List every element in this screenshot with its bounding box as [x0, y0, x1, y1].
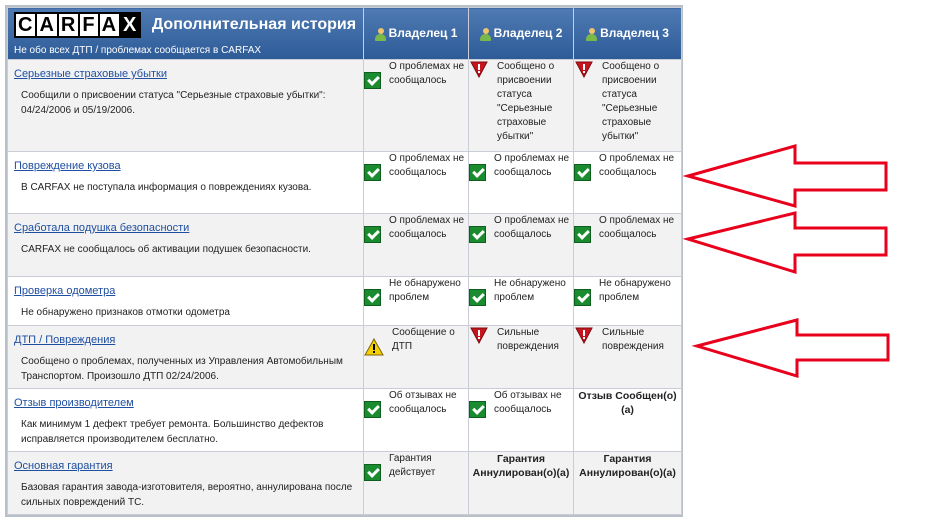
row-title-link[interactable]: Отзыв производителем [14, 397, 134, 409]
owner-status-cell [574, 326, 682, 389]
arrow-left-icon [697, 320, 888, 376]
owner-1-header [364, 8, 469, 60]
owner-status-cell [469, 60, 574, 152]
green-check-icon [574, 289, 591, 306]
carfax-logo [14, 12, 139, 38]
row-description-text: CARFAX не сообщалось об активации подушек безопасности. [21, 244, 311, 255]
green-check-icon [469, 401, 486, 418]
status-text: Гарантия Аннулирован(о)(а) [579, 453, 676, 479]
red-alert-icon [469, 60, 489, 78]
owner-status-cell [469, 389, 574, 452]
green-check-icon [364, 401, 381, 418]
owner-2-header [469, 8, 574, 60]
status-label: Гарантия действует [389, 453, 436, 478]
person-icon [375, 28, 386, 41]
status-label: О проблемах не сообщалось [599, 153, 675, 178]
history-table [7, 7, 682, 515]
status-label: Сильные повреждения [602, 327, 664, 352]
red-alert-icon [469, 326, 489, 344]
status-label: Не обнаружено проблем [389, 278, 461, 303]
status-label: О проблемах не сообщалось [599, 215, 675, 240]
status-label: Не обнаружено проблем [599, 278, 671, 303]
page-subtitle: Не обо всех ДТП / проблемах сообщается в CARFAX [14, 45, 262, 56]
owner-status-cell [364, 152, 469, 214]
arrow-left-icon [688, 213, 886, 272]
table-row [8, 152, 682, 214]
green-check-icon [364, 226, 381, 243]
page-title: Дополнительная история [151, 16, 357, 33]
history-rows [8, 60, 682, 515]
status-label: О проблемах не сообщалось [389, 215, 465, 240]
owner-label: Владелец 2 [493, 26, 563, 41]
owner-status-cell [469, 452, 574, 515]
row-description [8, 326, 364, 389]
logo-letter: R [57, 12, 80, 38]
status-text: Отзыв Сообщен(о)(а) [578, 390, 677, 416]
status-label: О проблемах не сообщалось [494, 215, 570, 240]
green-check-icon [574, 226, 591, 243]
owner-label: Владелец 1 [388, 26, 458, 41]
row-title-link[interactable]: Проверка одометра [14, 285, 116, 297]
logo-letter: F [78, 12, 99, 38]
row-description [8, 214, 364, 277]
arrow-left-icon [688, 146, 886, 206]
table-header-row [8, 8, 682, 60]
row-title-link[interactable]: Серьезные страховые убытки [14, 68, 168, 80]
status-label: Не обнаружено проблем [494, 278, 566, 303]
green-check-icon [469, 226, 486, 243]
owner-status-cell [364, 60, 469, 152]
green-check-icon [469, 164, 486, 181]
owner-status-cell [574, 389, 682, 452]
table-row [8, 60, 682, 152]
table-row [8, 214, 682, 277]
green-check-icon [469, 289, 486, 306]
status-label: Сообщено о присвоении статуса "Серьезные страховые убытки" [602, 61, 660, 142]
owner-status-cell [364, 326, 469, 389]
owner-status-cell [364, 277, 469, 326]
status-label: Об отзывах не сообщалось [494, 390, 562, 415]
row-description-text: Базовая гарантия завода-изготовителя, вероятно, аннулирована после сильных повреждений ТС. [21, 482, 353, 508]
logo-letter: C [14, 12, 37, 38]
owner-status-cell [574, 214, 682, 277]
row-description [8, 277, 364, 326]
green-check-icon [364, 72, 381, 89]
owner-status-cell [364, 452, 469, 515]
row-description [8, 60, 364, 152]
row-title-link[interactable]: Сработала подушка безопасности [14, 222, 190, 234]
row-title-link[interactable]: Основная гарантия [14, 460, 113, 472]
row-description-text: Сообщили о присвоении статуса "Серьезные страховые убытки": 04/24/2006 и 05/19/2006. [21, 90, 326, 116]
table-row [8, 452, 682, 515]
owner-label: Владелец 3 [600, 26, 669, 41]
logo-letter: X [119, 12, 141, 38]
status-label: Сильные повреждения [497, 327, 559, 352]
green-check-icon [574, 164, 591, 181]
header-title-cell [8, 8, 364, 60]
row-description [8, 389, 364, 452]
owner-status-cell [574, 152, 682, 214]
green-check-icon [364, 464, 381, 481]
owner-status-cell [364, 389, 469, 452]
red-alert-icon [574, 60, 594, 78]
owner-3-header [574, 8, 682, 60]
table-row [8, 277, 682, 326]
green-check-icon [364, 289, 381, 306]
status-text: Гарантия Аннулирован(о)(а) [472, 453, 570, 479]
status-label: Об отзывах не сообщалось [389, 390, 457, 415]
row-description-text: В CARFAX не поступала информация о повреждениях кузова. [21, 182, 312, 193]
row-description-text: Сообщено о проблемах, полученных из Управления Автомобильным Транспортом. Произошло ДТП 02/24/2006. [21, 356, 343, 382]
red-alert-icon [574, 326, 594, 344]
person-icon [586, 28, 597, 41]
row-title-link[interactable]: Повреждение кузова [14, 160, 121, 172]
table-row [8, 326, 682, 389]
status-label: Сообщено о присвоении статуса "Серьезные страховые убытки" [497, 61, 555, 142]
yellow-warning-icon [364, 338, 384, 356]
owner-status-cell [469, 152, 574, 214]
person-icon [480, 28, 491, 41]
owner-status-cell [364, 214, 469, 277]
green-check-icon [364, 164, 381, 181]
status-label: Сообщение о ДТП [392, 327, 455, 352]
owner-status-cell [469, 326, 574, 389]
status-label: О проблемах не сообщалось [494, 153, 570, 178]
status-label: О проблемах не сообщалось [389, 61, 465, 86]
table-row [8, 389, 682, 452]
vehicle-history-report [5, 5, 683, 517]
row-description-text: Как минимум 1 дефект требует ремонта. Большинство дефектов исправляется производителем бесплатно. [21, 419, 324, 445]
owner-status-cell [469, 214, 574, 277]
row-description [8, 152, 364, 214]
owner-status-cell [574, 452, 682, 515]
logo-letter: A [98, 12, 121, 38]
status-label: О проблемах не сообщалось [389, 153, 465, 178]
owner-status-cell [574, 60, 682, 152]
row-description-text: Не обнаружено признаков отмотки одометра [21, 307, 230, 318]
row-description [8, 452, 364, 515]
owner-status-cell [574, 277, 682, 326]
logo-letter: A [35, 12, 58, 38]
owner-status-cell [469, 277, 574, 326]
row-title-link[interactable]: ДТП / Повреждения [14, 334, 116, 346]
